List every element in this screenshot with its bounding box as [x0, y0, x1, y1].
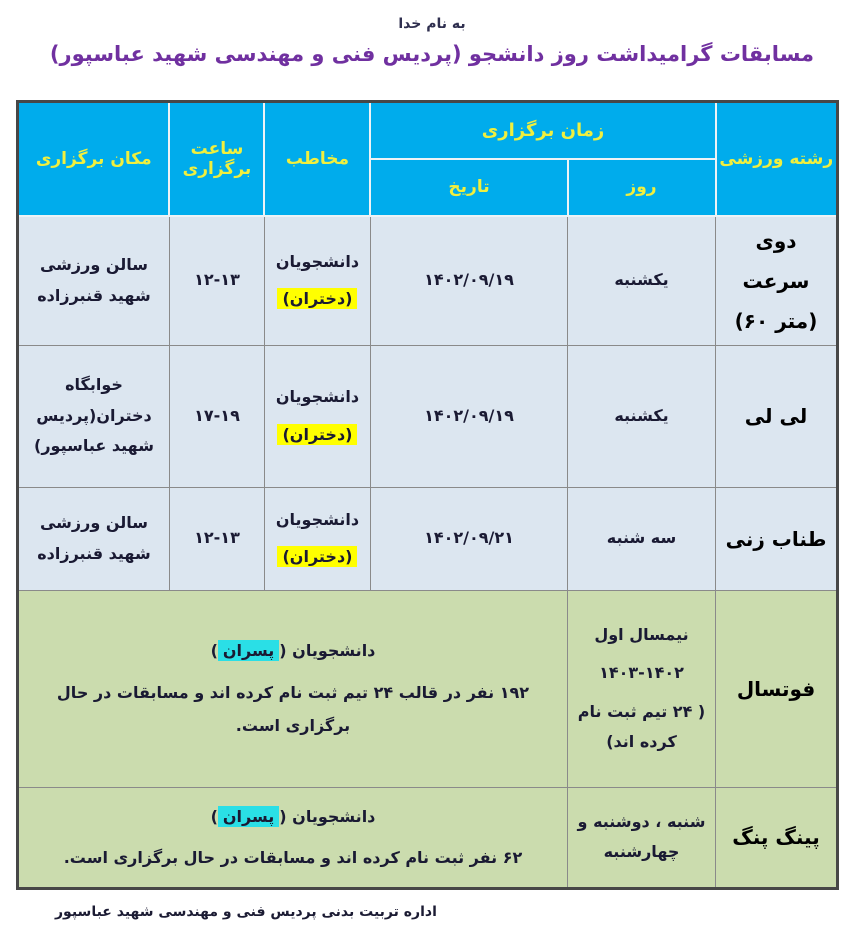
days-cell: شنبه ، دوشنبه و چهارشنبه [568, 787, 716, 888]
page-title: مسابقات گرامیداشت روز دانشجو (پردیس فنی و مهندسی شهید عباسپور) [49, 42, 815, 66]
location-cell: سالن ورزشی شهید قنبرزاده [17, 487, 169, 590]
sport-name-cell: دوی سرعت (۶۰ متر) [716, 216, 838, 346]
boys-highlight: پسران [218, 640, 279, 661]
girls-highlight: (دختران) [277, 546, 357, 567]
table-row-rope [17, 487, 837, 590]
audience-cell: دانشجویان (دختران) [264, 216, 370, 346]
date-cell: ۱۴۰۲/۰۹/۲۱ [370, 487, 567, 590]
table-row-sprint [17, 216, 837, 346]
hour-cell: ۱۲-۱۳ [169, 487, 264, 590]
semester-cell: نیمسال اول ۱۴۰۳-۱۴۰۲ ( ۲۴ تیم ثبت نام کرده اند) [568, 590, 716, 787]
header-location: مکان برگزاری [17, 102, 169, 216]
day-cell: سه شنبه [568, 487, 716, 590]
day-cell: یکشنبه [568, 345, 716, 487]
date-cell: ۱۴۰۲/۰۹/۱۹ [370, 216, 567, 346]
footer-signature: اداره تربیت بدنی پردیس فنی و مهندسی شهید عباسپور [55, 903, 437, 920]
header-date: تاریخ [370, 159, 567, 216]
header-sport: رشته ورزشی [716, 102, 838, 216]
futsal-detail-text: ۱۹۲ نفر در قالب ۲۴ تیم ثبت نام کرده اند و مسابقات در حال برگزاری است. [56, 682, 530, 736]
futsal-info-cell: دانشجویان (پسران) ۱۹۲ نفر در قالب ۲۴ تیم ثبت نام کرده اند و مسابقات در حال برگزاری است. [17, 590, 567, 787]
sport-name-cell: پینگ پنگ [716, 787, 838, 888]
hour-cell: ۱۷-۱۹ [169, 345, 264, 487]
table-header [17, 102, 837, 216]
day-cell: یکشنبه [568, 216, 716, 346]
header-hour: ساعت برگزاری [169, 102, 264, 216]
sport-name-cell: فوتسال [716, 590, 838, 787]
table-row-pingpong [17, 787, 837, 888]
table-row-futsal [17, 590, 837, 787]
pingpong-detail-text: ۶۲ نفر ثبت نام کرده اند و مسابقات در حال برگزاری است. [63, 848, 523, 868]
girls-highlight: (دختران) [277, 424, 357, 445]
location-cell: خوابگاه دختران(پردیس شهید عباسپور) [17, 345, 169, 487]
bismillah-text: به نام خدا [398, 16, 466, 32]
location-cell: سالن ورزشی شهید قنبرزاده [17, 216, 169, 346]
audience-cell: دانشجویان (دختران) [264, 345, 370, 487]
hour-cell: ۱۲-۱۳ [169, 216, 264, 346]
table-row-leyley [17, 345, 837, 487]
audience-cell: دانشجویان (دختران) [264, 487, 370, 590]
boys-highlight: پسران [218, 806, 279, 827]
header-time-group: زمان برگزاری [370, 102, 715, 159]
header-day: روز [568, 159, 716, 216]
header-audience: مخاطب [264, 102, 370, 216]
pingpong-info-cell: دانشجویان (پسران) ۶۲ نفر ثبت نام کرده اند و مسابقات در حال برگزاری است. [17, 787, 567, 888]
schedule-table [16, 100, 839, 890]
girls-highlight: (دختران) [277, 288, 357, 309]
sport-name-cell: طناب زنی [716, 487, 838, 590]
date-cell: ۱۴۰۲/۰۹/۱۹ [370, 345, 567, 487]
sport-name-cell: لی لی [716, 345, 838, 487]
